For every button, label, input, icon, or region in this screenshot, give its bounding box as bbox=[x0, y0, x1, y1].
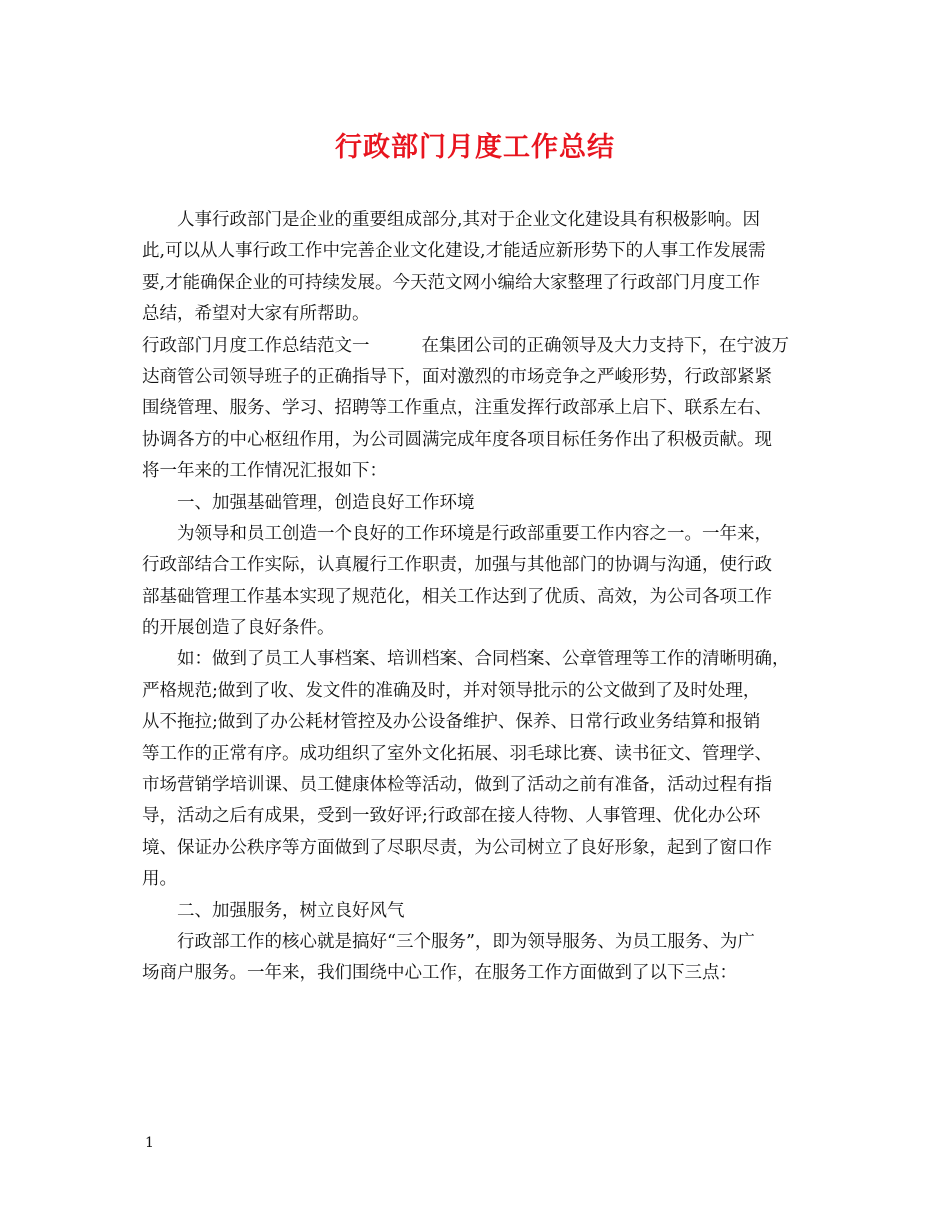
paragraph-line: 的开展创造了良好条件。 bbox=[142, 618, 335, 639]
section-heading-line bbox=[142, 331, 812, 362]
section-heading: 一、加强基础管理，创造良好工作环境 bbox=[177, 492, 475, 513]
paragraph-line: 如：做到了员工人事档案、培训档案、合同档案、公章管理等工作的清晰明确， bbox=[177, 649, 790, 670]
paragraph-text: 在集团公司的正确领导及大力支持下，在宁波万 bbox=[421, 335, 789, 356]
document-title: 行政部门月度工作总结 bbox=[335, 132, 615, 163]
paragraph-line: 总结，希望对大家有所帮助。 bbox=[142, 304, 370, 325]
paragraph-line: 此,可以从人事行政工作中完善企业文化建设,才能适应新形势下的人事工作发展需 bbox=[142, 241, 766, 262]
paragraph-line: 行政部工作的核心就是搞好“三个服务”，即为领导服务、为员工服务、为广 bbox=[177, 931, 755, 952]
paragraph-line: 严格规范;做到了收、发文件的准确及时，并对领导批示的公文做到了及时处理， bbox=[142, 680, 761, 701]
paragraph-line: 为领导和员工创造一个良好的工作环境是行政部重要工作内容之一。一年来， bbox=[177, 523, 772, 544]
paragraph-line: 人事行政部门是企业的重要组成部分,其对于企业文化建设具有积极影响。因 bbox=[177, 210, 761, 230]
page-number: 1 bbox=[145, 1135, 154, 1151]
paragraph-line: 导，活动之后有成果，受到一致好评;行政部在接人待物、人事管理、优化办公环 bbox=[142, 806, 761, 827]
paragraph-line: 将一年来的工作情况汇报如下： bbox=[142, 461, 387, 482]
paragraph-line: 等工作的正常有序。成功组织了室外文化拓展、羽毛球比赛、读书征文、管理学、 bbox=[142, 743, 772, 764]
paragraph-line: 达商管公司领导班子的正确指导下，面对激烈的市场竞争之严峻形势，行政部紧紧 bbox=[142, 366, 772, 387]
paragraph-line: 行政部结合工作实际，认真履行工作职责，加强与其他部门的协调与沟通，使行政 bbox=[142, 555, 772, 576]
document-body bbox=[142, 205, 812, 990]
paragraph-line: 市场营销学培训课、员工健康体检等活动，做到了活动之前有准备，活动过程有指 bbox=[142, 775, 772, 796]
paragraph-line: 协调各方的中心枢纽作用，为公司圆满完成年度各项目标任务作出了积极贡献。现 bbox=[142, 429, 772, 450]
sample-heading: 行政部门月度工作总结范文一 bbox=[142, 335, 370, 356]
paragraph-line: 场商户服务。一年来，我们围绕中心工作，在服务工作方面做到了以下三点： bbox=[142, 963, 737, 984]
paragraph-line: 部基础管理工作基本实现了规范化，相关工作达到了优质、高效，为公司各项工作 bbox=[142, 586, 772, 607]
paragraph-line: 用。 bbox=[142, 869, 177, 890]
section-heading: 二、加强服务，树立良好风气 bbox=[177, 900, 405, 921]
paragraph-line: 要,才能确保企业的可持续发展。今天范文网小编给大家整理了行政部门月度工作 bbox=[142, 272, 761, 293]
paragraph-line: 围绕管理、服务、学习、招聘等工作重点，注重发挥行政部承上启下、联系左右、 bbox=[142, 398, 772, 419]
paragraph-line: 境、保证办公秩序等方面做到了尽职尽责，为公司树立了良好形象，起到了窗口作 bbox=[142, 837, 772, 858]
paragraph-line: 从不拖拉;做到了办公耗材管控及办公设备维护、保养、日常行政业务结算和报销 bbox=[142, 712, 761, 733]
